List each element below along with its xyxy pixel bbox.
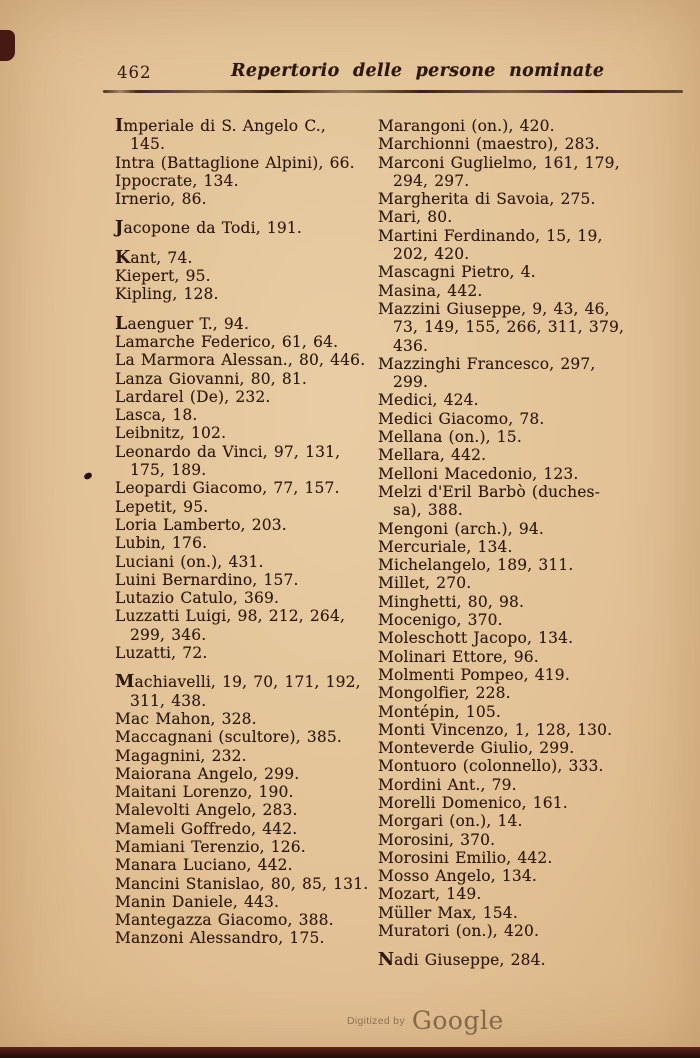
- index-entry: [115, 388, 364, 406]
- index-entry: [378, 410, 654, 428]
- index-entry: [115, 190, 364, 208]
- entry-line: Marconi Guglielmo, 161, 179,: [378, 153, 620, 172]
- entry-line: Mocenigo, 370.: [378, 611, 503, 630]
- index-entry: [378, 794, 654, 812]
- entry-line: Mameli Goffredo, 442.: [115, 819, 298, 838]
- entry-line: Millet, 270.: [378, 574, 472, 593]
- entry-line: Mazzini Giuseppe, 9, 43, 46,: [378, 299, 610, 318]
- entry-line: Morosini Emilio, 442.: [378, 848, 553, 867]
- entry-line: 299, 346.: [130, 625, 207, 644]
- index-entry: [378, 922, 654, 940]
- index-entry: [115, 838, 364, 856]
- entry-line: Imperiale di S. Angelo C.,: [115, 116, 326, 136]
- entry-line: Molinari Ettore, 96.: [378, 647, 539, 666]
- index-entry: [378, 849, 654, 867]
- index-entry: [378, 538, 654, 556]
- index-entry: [115, 370, 364, 388]
- index-entry: [378, 648, 654, 666]
- entry-line: Mosso Angelo, 134.: [378, 867, 537, 886]
- entry-line: Mascagni Pietro, 4.: [378, 263, 536, 282]
- index-entry: [378, 867, 654, 885]
- entry-line: Melzi d'Eril Barbò (duches-: [378, 482, 601, 501]
- entry-line: Marangoni (on.), 420.: [378, 117, 555, 135]
- entry-line: 145.: [130, 135, 166, 154]
- entry-line: 311, 438.: [130, 691, 207, 710]
- entry-line: Mazzinghi Francesco, 297,: [378, 354, 596, 373]
- entry-line: Maiorana Angelo, 299.: [115, 764, 300, 783]
- entry-line: 294, 297.: [393, 171, 470, 190]
- entry-line: Kiepert, 95.: [115, 267, 211, 286]
- index-entry: [115, 856, 364, 874]
- index-entry: [378, 776, 654, 794]
- entry-line: Leibnitz, 102.: [115, 424, 227, 443]
- index-entry: [378, 227, 654, 264]
- entry-line: Melloni Macedonio, 123.: [378, 464, 579, 483]
- entry-line: Kipling, 128.: [115, 285, 219, 304]
- group-initial: J: [115, 218, 124, 239]
- index-entry: [378, 812, 654, 830]
- entry-line: Mamiani Terenzio, 126.: [115, 837, 306, 856]
- index-entry: [115, 154, 364, 172]
- entry-line: Minghetti, 80, 98.: [378, 592, 525, 611]
- entry-line: Mac Mahon, 328.: [115, 709, 257, 728]
- entry-line: Loria Lamberto, 203.: [115, 515, 287, 534]
- index-entry: [378, 574, 654, 592]
- index-entry: [378, 282, 654, 300]
- index-entry: [115, 219, 364, 237]
- index-entry: [378, 904, 654, 922]
- entry-line: Manin Daniele, 443.: [115, 892, 280, 911]
- group-initial: K: [115, 247, 131, 268]
- header-rule: [103, 90, 683, 93]
- index-entry: [115, 929, 364, 947]
- entry-line: Mancini Stanislao, 80, 85, 131.: [115, 874, 369, 893]
- entry-line: Mordini Ant., 79.: [378, 775, 517, 794]
- group-initial: L: [115, 313, 128, 334]
- digitized-by-label: Digitized by: [347, 1014, 405, 1027]
- scan-edge-mark-top-left: [0, 30, 15, 61]
- index-entry: [115, 315, 364, 333]
- entry-line: Lamarche Federico, 61, 64.: [115, 332, 339, 351]
- entry-line: 73, 149, 155, 266, 311, 379,: [393, 318, 625, 337]
- entry-line: Morelli Domenico, 161.: [378, 793, 568, 812]
- entry-line: Martini Ferdinando, 15, 19,: [378, 226, 603, 245]
- entry-line: 175, 189.: [130, 461, 207, 480]
- index-entry: [378, 684, 654, 702]
- entry-line: 202, 420.: [393, 245, 470, 264]
- index-entry: [378, 629, 654, 647]
- group-initial: I: [115, 116, 124, 136]
- index-entry: [378, 208, 654, 226]
- entry-line: Lepetit, 95.: [115, 497, 209, 516]
- index-entry: [115, 534, 364, 552]
- entry-line: Ippocrate, 134.: [115, 171, 239, 190]
- entry-line: Monti Vincenzo, 1, 128, 130.: [378, 720, 613, 739]
- index-entry: [378, 831, 654, 849]
- entry-line: Kant, 74.: [115, 247, 193, 268]
- index-entry: [378, 520, 654, 538]
- index-entry: [378, 135, 654, 153]
- index-entry: [378, 483, 654, 520]
- entry-line: Lasca, 18.: [115, 406, 198, 425]
- index-entry: [378, 446, 654, 464]
- index-entry: [115, 710, 364, 728]
- index-entry: [115, 117, 364, 154]
- entry-line: Mercuriale, 134.: [378, 537, 513, 556]
- entry-line: Lubin, 176.: [115, 534, 208, 553]
- index-entry: [115, 553, 364, 571]
- entry-line: Mellana (on.), 15.: [378, 428, 522, 447]
- entry-line: Machiavelli, 19, 70, 171, 192,: [115, 672, 361, 693]
- entry-line: Leopardi Giacomo, 77, 157.: [115, 479, 340, 498]
- index-entry: [115, 765, 364, 783]
- index-entry: [378, 739, 654, 757]
- index-entry: [115, 333, 364, 351]
- index-entry: [115, 571, 364, 589]
- entry-line: Lanza Giovanni, 80, 81.: [115, 369, 307, 388]
- index-entry: [115, 443, 364, 480]
- entry-line: Marchionni (maestro), 283.: [378, 135, 600, 154]
- index-entry: [378, 951, 654, 969]
- index-entry: [378, 556, 654, 574]
- entry-line: Maitani Lorenzo, 190.: [115, 783, 294, 802]
- entry-line: Mozart, 149.: [378, 885, 482, 904]
- index-entry: [115, 249, 364, 267]
- index-entry: [115, 498, 364, 516]
- entry-line: Morosini, 370.: [378, 830, 496, 849]
- index-entry: [378, 593, 654, 611]
- entry-line: Nadi Giuseppe, 284.: [378, 950, 546, 971]
- entry-line: Mongolfier, 228.: [378, 684, 511, 703]
- entry-line: Mari, 80.: [378, 208, 453, 227]
- index-entry: [115, 516, 364, 534]
- entry-line: Michelangelo, 189, 311.: [378, 556, 574, 575]
- entry-line: Lardarel (De), 232.: [115, 387, 271, 406]
- entry-line: Mantegazza Giacomo, 388.: [115, 911, 334, 930]
- index-entry: [378, 355, 654, 392]
- entry-line: Margherita di Savoia, 275.: [378, 190, 596, 209]
- index-column-right: [378, 117, 654, 970]
- index-entry: [378, 465, 654, 483]
- group-initial: M: [115, 672, 135, 693]
- entry-line: Malevolti Angelo, 283.: [115, 801, 298, 820]
- entry-line: Maccagnani (scultore), 385.: [115, 728, 342, 747]
- index-entry: [115, 406, 364, 424]
- index-entry: [115, 820, 364, 838]
- ink-speck: [83, 472, 92, 480]
- entry-line: Morgari (on.), 14.: [378, 812, 523, 831]
- entry-line: Luzatti, 72.: [115, 644, 208, 663]
- entry-line: Montuoro (colonnello), 333.: [378, 757, 604, 776]
- entry-line: Montépin, 105.: [378, 702, 501, 721]
- index-entry: [378, 611, 654, 629]
- index-entry: [115, 747, 364, 765]
- index-entry: [115, 267, 364, 285]
- entry-line: Jacopone da Todi, 191.: [115, 218, 302, 239]
- entry-line: Luini Bernardino, 157.: [115, 570, 299, 589]
- index-entry: [115, 607, 364, 644]
- entry-line: Molmenti Pompeo, 419.: [378, 665, 570, 684]
- entry-line: Moleschott Jacopo, 134.: [378, 629, 574, 648]
- entry-line: Leonardo da Vinci, 97, 131,: [115, 442, 341, 461]
- index-entry: [378, 300, 654, 355]
- entry-line: 436.: [393, 336, 429, 355]
- index-entry: [115, 351, 364, 369]
- index-entry: [378, 428, 654, 446]
- index-entry: [115, 728, 364, 746]
- index-entry: [378, 117, 654, 135]
- index-entry: [115, 644, 364, 662]
- entry-line: Intra (Battaglione Alpini), 66.: [115, 153, 355, 172]
- index-entry: [115, 911, 364, 929]
- entry-line: Manzoni Alessandro, 175.: [115, 929, 325, 948]
- entry-line: La Marmora Alessan., 80, 446.: [115, 351, 366, 370]
- entry-line: Mengoni (arch.), 94.: [378, 519, 544, 538]
- index-entry: [378, 154, 654, 191]
- index-entry: [115, 172, 364, 190]
- entry-line: sa), 388.: [393, 501, 463, 520]
- index-body: [115, 117, 654, 970]
- index-entry: [378, 190, 654, 208]
- index-entry: [115, 801, 364, 819]
- entry-line: Müller Max, 154.: [378, 903, 518, 922]
- index-column-left: [115, 116, 369, 970]
- group-initial: N: [378, 950, 395, 971]
- index-entry: [378, 666, 654, 684]
- index-entry: [378, 703, 654, 721]
- index-entry: [115, 783, 364, 801]
- entry-line: Medici, 424.: [378, 391, 479, 410]
- entry-line: Monteverde Giulio, 299.: [378, 739, 575, 758]
- entry-line: Laenguer T., 94.: [115, 313, 250, 334]
- entry-line: Irnerio, 86.: [115, 190, 207, 209]
- entry-line: Masina, 442.: [378, 281, 483, 300]
- running-title: Repertorio delle persone nominate: [231, 61, 605, 81]
- index-entry: [115, 285, 364, 303]
- index-entry: [115, 589, 364, 607]
- page-number: 462: [117, 63, 152, 82]
- index-entry: [378, 391, 654, 409]
- index-entry: [378, 263, 654, 281]
- index-entry: [115, 893, 364, 911]
- index-entry: [378, 721, 654, 739]
- scan-edge-mark-bottom: [0, 1047, 700, 1058]
- entry-line: Luciani (on.), 431.: [115, 552, 264, 571]
- entry-line: Muratori (on.), 420.: [378, 922, 540, 941]
- index-entry: [115, 424, 364, 442]
- entry-line: Medici Giacomo, 78.: [378, 409, 545, 428]
- entry-line: 299.: [393, 373, 429, 392]
- index-entry: [115, 874, 369, 893]
- index-entry: [115, 479, 364, 497]
- google-logo: Google: [411, 1006, 504, 1035]
- entry-line: Lutazio Catulo, 369.: [115, 589, 280, 608]
- entry-line: Magagnini, 232.: [115, 746, 247, 765]
- entry-line: Luzzatti Luigi, 98, 212, 264,: [115, 607, 346, 626]
- entry-line: Mellara, 442.: [378, 446, 487, 465]
- index-entry: [115, 673, 364, 710]
- index-entry: [378, 757, 654, 775]
- entry-line: Manara Luciano, 442.: [115, 856, 293, 875]
- google-watermark: [347, 1006, 504, 1035]
- index-entry: [378, 885, 654, 903]
